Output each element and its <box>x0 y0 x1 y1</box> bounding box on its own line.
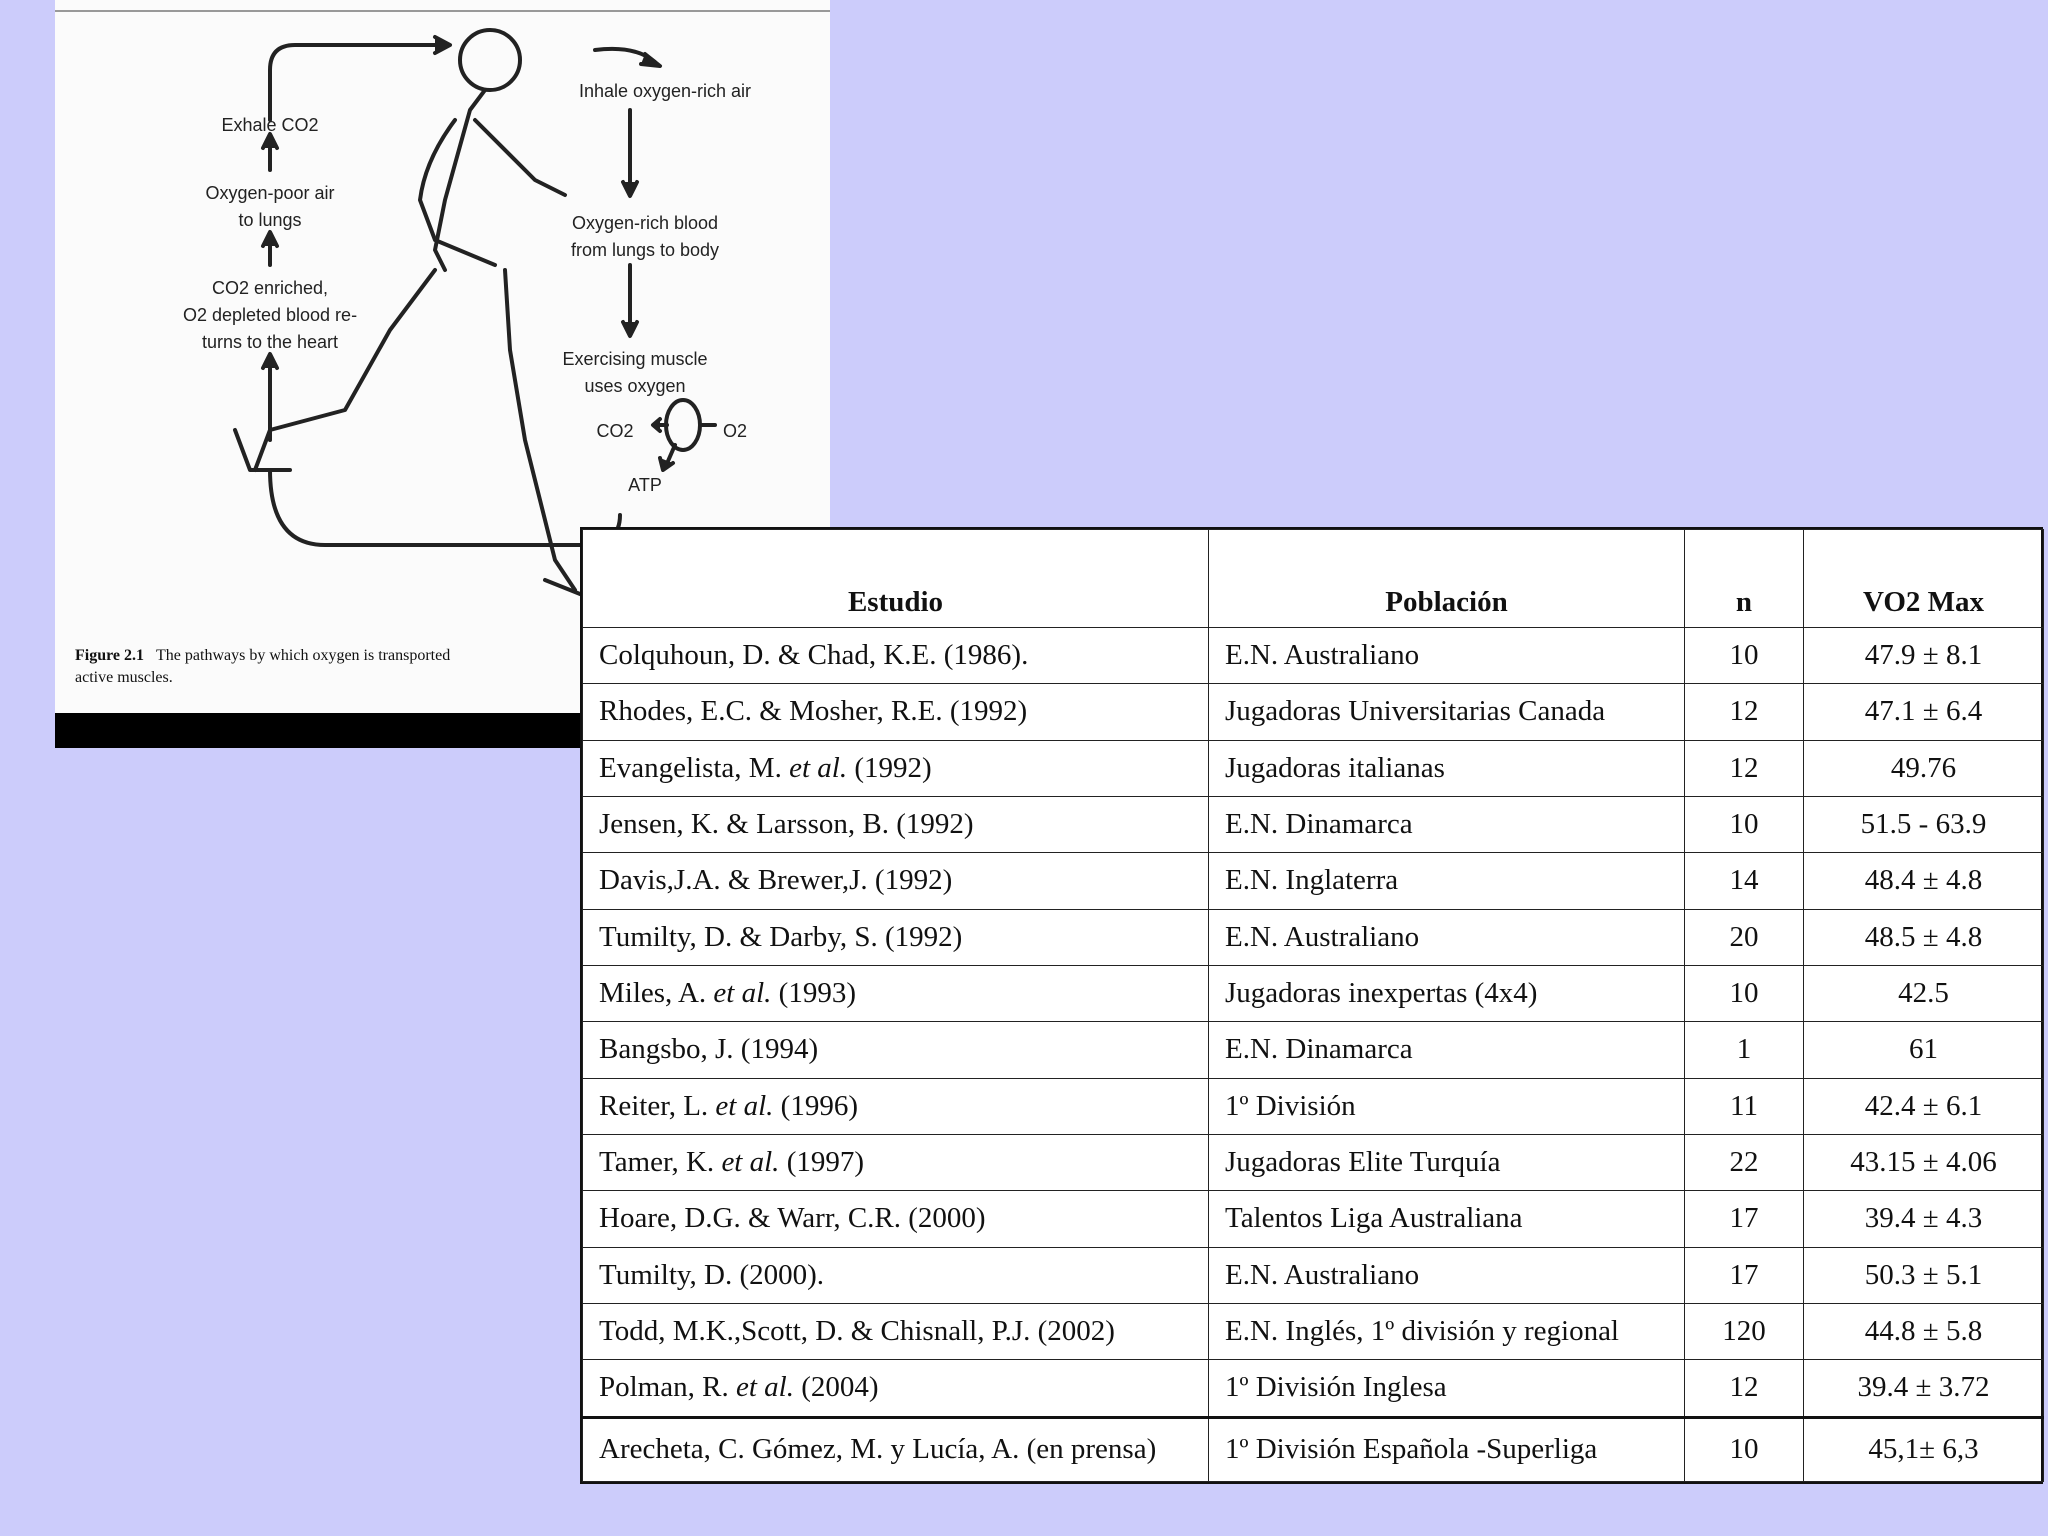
cell-poblacion: Talentos Liga Australiana <box>1209 1191 1685 1247</box>
cell-estudio: Bangsbo, J. (1994) <box>583 1022 1209 1078</box>
cell-estudio: Miles, A. et al. (1993) <box>583 965 1209 1021</box>
cell-poblacion: 1º División Española -Superliga <box>1209 1417 1685 1481</box>
table-header-row <box>583 530 2044 628</box>
cell-estudio: Jensen, K. & Larsson, B. (1992) <box>583 796 1209 852</box>
cell-estudio: Tumilty, D. (2000). <box>583 1247 1209 1303</box>
header-n: n <box>1685 530 1804 628</box>
cell-n: 12 <box>1685 684 1804 740</box>
table-row <box>583 740 2044 796</box>
cell-estudio: Tumilty, D. & Darby, S. (1992) <box>583 909 1209 965</box>
cell-poblacion: 1º División Inglesa <box>1209 1360 1685 1417</box>
cell-n: 20 <box>1685 909 1804 965</box>
cell-n: 120 <box>1685 1303 1804 1359</box>
cell-estudio: Arecheta, C. Gómez, M. y Lucía, A. (en prensa) <box>583 1417 1209 1481</box>
figure-caption-text: The pathways by which oxygen is transported active muscles. <box>75 647 451 686</box>
cell-n: 12 <box>1685 1360 1804 1417</box>
table-row <box>583 1247 2044 1303</box>
cell-estudio: Reiter, L. et al. (1996) <box>583 1078 1209 1134</box>
cell-vo2max: 42.4 ± 6.1 <box>1804 1078 2044 1134</box>
cell-poblacion: E.N. Inglés, 1º división y regional <box>1209 1303 1685 1359</box>
table-row <box>583 965 2044 1021</box>
cell-n: 11 <box>1685 1078 1804 1134</box>
table-row <box>583 1022 2044 1078</box>
table-row <box>583 1134 2044 1190</box>
cell-vo2max: 50.3 ± 5.1 <box>1804 1247 2044 1303</box>
cell-poblacion: E.N. Dinamarca <box>1209 796 1685 852</box>
cell-estudio: Hoare, D.G. & Warr, C.R. (2000) <box>583 1191 1209 1247</box>
cell-poblacion: Jugadoras Universitarias Canada <box>1209 684 1685 740</box>
cell-estudio: Evangelista, M. et al. (1992) <box>583 740 1209 796</box>
cell-vo2max: 44.8 ± 5.8 <box>1804 1303 2044 1359</box>
cell-poblacion: E.N. Dinamarca <box>1209 1022 1685 1078</box>
cell-estudio: Polman, R. et al. (2004) <box>583 1360 1209 1417</box>
cell-n: 10 <box>1685 628 1804 684</box>
cell-n: 22 <box>1685 1134 1804 1190</box>
cell-poblacion: 1º División <box>1209 1078 1685 1134</box>
cell-n: 10 <box>1685 1417 1804 1481</box>
cell-poblacion: Jugadoras inexpertas (4x4) <box>1209 965 1685 1021</box>
label-o2-small: O2 <box>722 421 747 441</box>
cell-vo2max: 39.4 ± 4.3 <box>1804 1191 2044 1247</box>
header-poblacion: Población <box>1209 530 1685 628</box>
cell-poblacion: E.N. Inglaterra <box>1209 853 1685 909</box>
label-co2-small: CO2 <box>596 421 634 441</box>
label-exercising-muscle: Exercising muscle uses oxygen <box>562 349 708 396</box>
cell-n: 12 <box>1685 740 1804 796</box>
header-vo2max: VO2 Max <box>1804 530 2044 628</box>
cell-vo2max: 47.1 ± 6.4 <box>1804 684 2044 740</box>
label-exhale-co2: Exhale CO2 <box>221 115 319 135</box>
label-inhale: Inhale oxygen-rich air <box>578 81 752 101</box>
cell-n: 10 <box>1685 796 1804 852</box>
cell-vo2max: 43.15 ± 4.06 <box>1804 1134 2044 1190</box>
cell-vo2max: 51.5 - 63.9 <box>1804 796 2044 852</box>
label-oxygen-poor-air: Oxygen-poor air to lungs <box>205 183 335 230</box>
cell-vo2max: 47.9 ± 8.1 <box>1804 628 2044 684</box>
cell-vo2max: 49.76 <box>1804 740 2044 796</box>
cell-estudio: Colquhoun, D. & Chad, K.E. (1986). <box>583 628 1209 684</box>
loop-arrow-top <box>270 45 440 120</box>
cell-estudio: Davis,J.A. & Brewer,J. (1992) <box>583 853 1209 909</box>
cell-estudio: Todd, M.K.,Scott, D. & Chisnall, P.J. (2002) <box>583 1303 1209 1359</box>
table-row <box>583 853 2044 909</box>
table-row <box>583 1360 2044 1417</box>
cell-vo2max: 39.4 ± 3.72 <box>1804 1360 2044 1417</box>
table-row <box>583 1191 2044 1247</box>
cell-estudio: Rhodes, E.C. & Mosher, R.E. (1992) <box>583 684 1209 740</box>
cell-n: 14 <box>1685 853 1804 909</box>
cell-vo2max: 61 <box>1804 1022 2044 1078</box>
cell-n: 1 <box>1685 1022 1804 1078</box>
table-row <box>583 909 2044 965</box>
cell-n: 17 <box>1685 1247 1804 1303</box>
table-row <box>583 1078 2044 1134</box>
cell-vo2max: 48.4 ± 4.8 <box>1804 853 2044 909</box>
cell-poblacion: Jugadoras italianas <box>1209 740 1685 796</box>
label-atp: ATP <box>628 475 662 495</box>
figure-caption <box>75 645 635 689</box>
vo2max-table-container <box>580 527 2043 1484</box>
cell-vo2max: 45,1± 6,3 <box>1804 1417 2044 1481</box>
cell-vo2max: 48.5 ± 4.8 <box>1804 909 2044 965</box>
cell-poblacion: E.N. Australiano <box>1209 1247 1685 1303</box>
vo2max-table <box>582 529 2044 1482</box>
table-row <box>583 628 2044 684</box>
cell-poblacion: E.N. Australiano <box>1209 909 1685 965</box>
table-row <box>583 796 2044 852</box>
table-row <box>583 1417 2044 1481</box>
cell-poblacion: Jugadoras Elite Turquía <box>1209 1134 1685 1190</box>
cell-n: 10 <box>1685 965 1804 1021</box>
cell-vo2max: 42.5 <box>1804 965 2044 1021</box>
label-oxygen-rich-blood: Oxygen-rich blood from lungs to body <box>570 213 720 260</box>
table-row <box>583 1303 2044 1359</box>
label-co2-enriched: CO2 enriched, O2 depleted blood re- turns to the heart <box>182 278 358 352</box>
figure-caption-label: Figure 2.1 <box>75 647 145 664</box>
cell-poblacion: E.N. Australiano <box>1209 628 1685 684</box>
loop-arrow-bottom <box>270 470 620 545</box>
cell-n: 17 <box>1685 1191 1804 1247</box>
header-estudio: Estudio <box>583 530 1209 628</box>
cell-estudio: Tamer, K. et al. (1997) <box>583 1134 1209 1190</box>
table-row <box>583 684 2044 740</box>
